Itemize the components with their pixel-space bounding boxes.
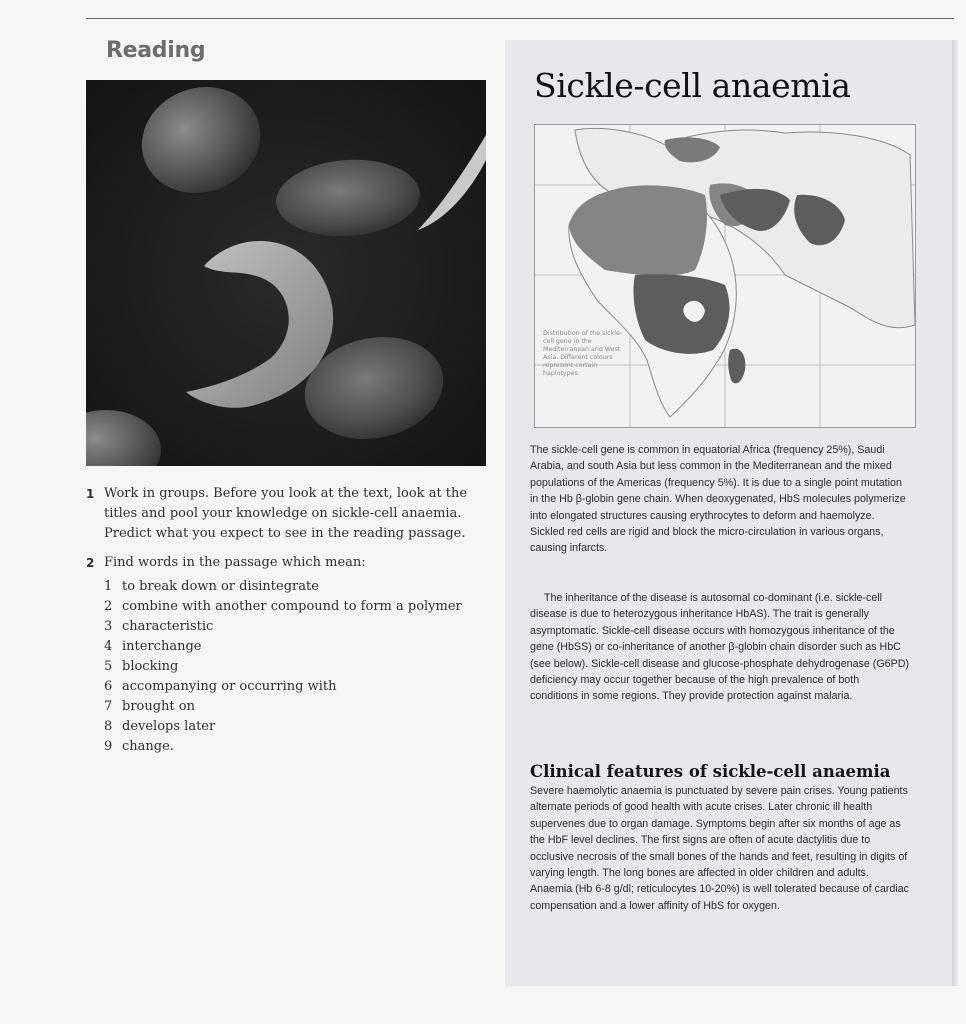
top-rule xyxy=(86,18,954,19)
map-caption: Distribution of the sickle-cell gene in the Mediterranean and West Asia. Different colours represent certain haplotypes. xyxy=(543,330,623,377)
list-item: 2 combine with another compound to form a polymer xyxy=(104,599,462,614)
map-region-madagascar xyxy=(728,349,745,384)
paragraph-text: The sickle-cell gene is common in equatorial Africa (frequency 25%), Saudi Arabia, and south Asia but less common in the Mediterranean and the mixed populations of the Americas (frequency 5%). It is due to a single point mutation in the Hb β-globin gene chain. When deoxygenated, HbS molecules polymerize into elongated structures causing erythrocytes to deform and haemolyze. Sickled red cells are rigid and block the micro-circulation in various organs, causing infarcts. xyxy=(530,444,906,555)
clinical-features-heading: Clinical features of sickle-cell anaemia xyxy=(530,762,891,781)
list-item: 7 brought on xyxy=(104,699,195,714)
list-item: 1 to break down or disintegrate xyxy=(104,579,319,594)
list-item: 9 change. xyxy=(104,739,174,754)
exercise-1-text: Work in groups. Before you look at the text, look at the titles and pool your knowledge on sickle-cell anaemia. Predict what you expect to see in the reading passage. xyxy=(104,486,468,541)
list-item: 8 develops later xyxy=(104,719,216,734)
exercise-2-intro: Find words in the passage which mean: xyxy=(104,555,366,570)
list-item: 3 characteristic xyxy=(104,619,214,634)
section-heading: Reading xyxy=(106,38,206,63)
paragraph-text: The inheritance of the disease is autosomal co-dominant (i.e. sickle-cell disease is due to heterozygous inheritance HbAS). The trait is generally asymptomatic. Sickle-cell disease occurs with homozygous inheritance of the gene (HbSS) or co-inheritance of another β-globin chain disorder such as HbC (see below). Sickle-cell disease and glucose-phosphate dehydrogenase (G6PD) deficiency may occur together because of the high prevalence of both conditions in some regions. They provide protection against malaria. xyxy=(530,592,910,703)
article-title: Sickle-cell anaemia xyxy=(534,66,851,105)
definition-list xyxy=(104,577,486,757)
micrograph-image xyxy=(86,80,486,466)
exercise-1 xyxy=(86,484,486,544)
list-item: 6 accompanying or occurring with xyxy=(104,679,337,694)
exercise-2 xyxy=(86,553,486,757)
list-item: 5 blocking xyxy=(104,659,179,674)
article-paragraph-2 xyxy=(530,590,910,705)
exercise-2-number: 2 xyxy=(86,556,95,570)
sickle-cell-micrograph xyxy=(86,80,486,466)
article-paragraph-1 xyxy=(530,442,910,557)
article-paragraph-3 xyxy=(530,783,910,914)
paragraph-text: Severe haemolytic anaemia is punctuated by severe pain crises. Young patients alternate periods of good health with acute crises. Later chronic ill health supervenes due to organ damage. Symptoms begin after six months of age as the HbF level declines. The first signs are often of acute dactylitis due to occlusive necrosis of the small bones of the hands and feet, resulting in digits of varying length. The long bones are affected in older children and adults. Anaemia (Hb 6-8 g/dl; reticulocytes 10-20%) is well tolerated because of cardiac compensation and a lower affinity of HbS for oxygen. xyxy=(530,785,909,912)
map-image xyxy=(535,125,915,427)
distribution-map xyxy=(534,124,916,428)
page-fold-shadow xyxy=(952,40,958,986)
map-region-equatorial-africa xyxy=(633,274,729,354)
list-item: 4 interchange xyxy=(104,639,202,654)
exercise-1-number: 1 xyxy=(86,487,95,501)
